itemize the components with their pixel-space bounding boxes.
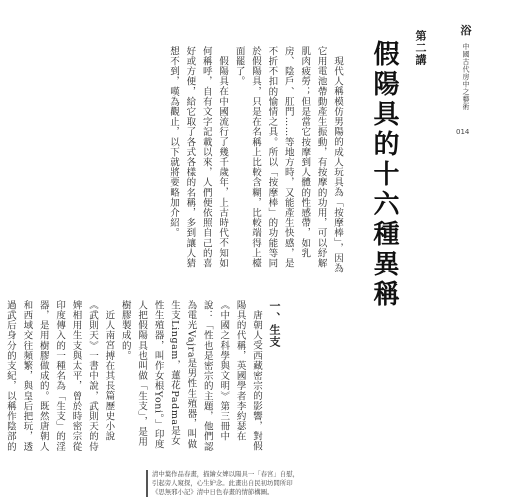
body-text-upper [160, 46, 345, 276]
series-title: 中國古代房中之藝術 [462, 43, 470, 111]
photo-caption: 清中葉作品春畫，描繪女婢以陽具一「春宮」自慰，引起旁人窺探，心生妒念。此畫出自民初坊間所印《思無邪小記》清中日色春畫的情節構圖。 [146, 470, 300, 497]
paragraph: 近人南宮搏在其長篇歷史小說《武則天》一書中說，武則天的侍婢相用生支與太平，曾於時密宗從印度傳入的一種名為「生支」的淫器，是用樹膠做成的。既然唐朝人和西域交往頻繁，與皇后把玩，透過武后身分的支紀，以稱作陰部的 [4, 300, 115, 452]
chapter-label: 第二講 [414, 30, 427, 66]
series-glyph: 浴 [460, 24, 472, 37]
chapter-title: 假陽具的十六種異稱 [369, 40, 399, 310]
paragraph: 唐朝人受西藏密宗的影響，對假陽具的代稱，英國學者李約瑟在《中國之科學與文明》第三冊中說：「性也是密宗的主題，他們認為電光Vajra是男性生殖器，叫做生支Lingam，蓮花Padma是女性生殖器，叫作女根Yoni。」印度人把假陽具也叫做「生支」，是用樹膠製成的。 [119, 300, 262, 452]
section-heading: 一、生支 [268, 300, 281, 348]
side-ribbon [458, 22, 474, 111]
body-text-lower [4, 300, 264, 452]
page-number: 014 [456, 128, 470, 136]
paragraph: 假陽具在中國流行了幾千歲年，上古時代不知如何稱呼，自有文字記載以來，人們便依照自己的喜好或方便，給它取了各式各樣的名稱，多到讓人猜想不到，嘆為觀止，以下就將要略加介紹。 [167, 46, 229, 269]
paragraph: 現代人稱模仿男陽的成人玩具為「按摩棒」，因為它用電池帶動產生振動，有按摩的功用，可以紓解肌肉疲勞；但是當它按摩到人體的性感帶，如乳房、陰戶、肛門……等地方時，又能產生快感，是不折不扣的愉情之具。所以「按摩棒」的功能等同於假陽具，只是在名稱上比較含糊，比較端得上檯面罷了。 [233, 46, 343, 273]
